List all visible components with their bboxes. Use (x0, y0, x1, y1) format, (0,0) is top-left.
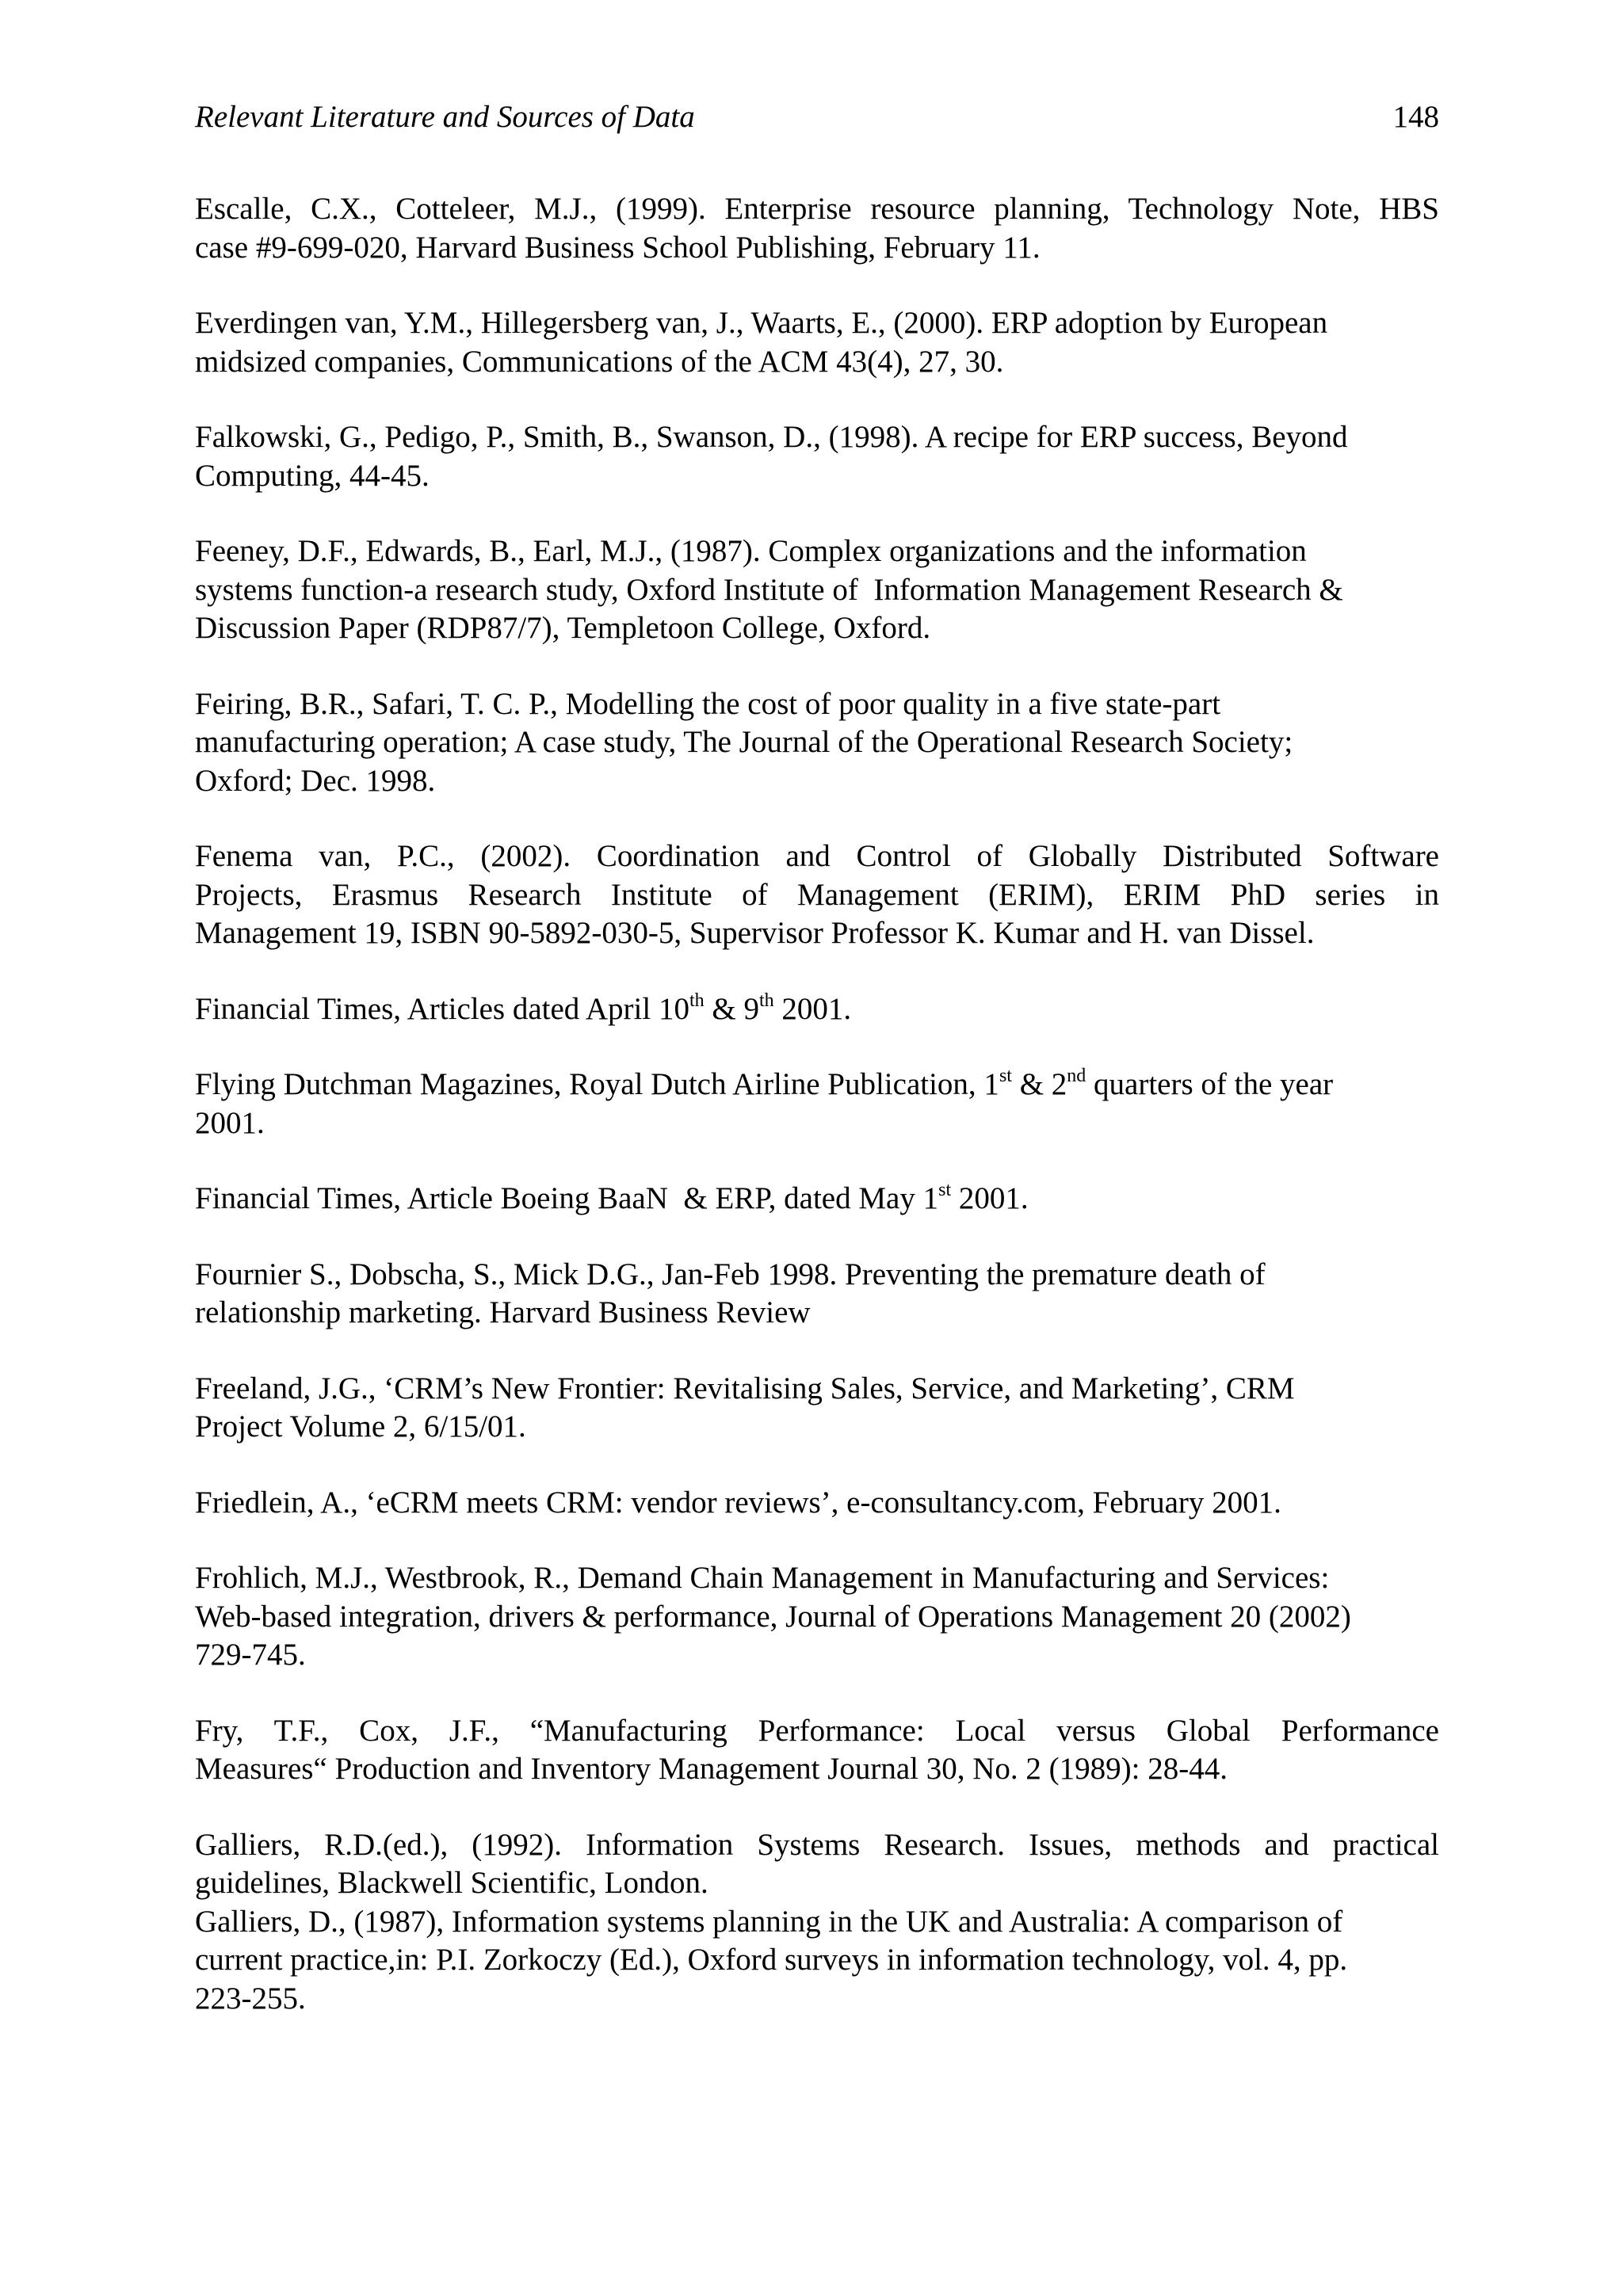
reference-line: 223-255. (195, 1981, 306, 2016)
reference-line: Frohlich, M.J., Westbrook, R., Demand Chain Management in Manufacturing and Services: (195, 1561, 1330, 1595)
reference-line: Web-based integration, drivers & performance, Journal of Operations Management 20 (2002) (195, 1599, 1351, 1634)
reference-entry (195, 837, 1439, 953)
reference-line: Feeney, D.F., Edwards, B., Earl, M.J., (1987). Complex organizations and the information (195, 534, 1307, 568)
reference-line: Measures“ Production and Inventory Management Journal 30, No. 2 (1989): 28-44. (195, 1752, 1228, 1786)
reference-line: Everdingen van, Y.M., Hillegersberg van, J., Waarts, E., (2000). ERP adoption by European (195, 306, 1328, 340)
entry-spacer (195, 1447, 1439, 1484)
reference-line: manufacturing operation; A case study, The Journal of the Operational Research Society; (195, 725, 1293, 759)
reference-list (195, 190, 1439, 2018)
reference-entry (195, 1370, 1439, 1447)
reference-line: Oxford; Dec. 1998. (195, 763, 436, 798)
reference-line: Computing, 44-45. (195, 458, 430, 493)
reference-entry (195, 1903, 1439, 2019)
reference-entry (195, 1712, 1439, 1789)
reference-line: Project Volume 2, 6/15/01. (195, 1409, 526, 1444)
reference-line: Freeland, J.G., ‘CRM’s New Frontier: Revitalising Sales, Service, and Marketing’, CRM (195, 1371, 1295, 1405)
reference-entry (195, 685, 1439, 801)
entry-spacer (195, 648, 1439, 685)
reference-line: systems function-a research study, Oxford Institute of Information Management Research & (195, 572, 1343, 607)
entry-spacer (195, 1675, 1439, 1712)
entry-spacer (195, 1028, 1439, 1066)
reference-line: Escalle, C.X., Cotteleer, M.J., (1999). Enterprise resource planning, Technology Note, HBS (195, 192, 1439, 226)
reference-entry (195, 304, 1439, 381)
reference-entry (195, 1826, 1439, 1903)
reference-line: midsized companies, Communications of the ACM 43(4), 27, 30. (195, 344, 1004, 379)
reference-line: Fournier S., Dobscha, S., Mick D.G., Jan-Feb 1998. Preventing the premature death of (195, 1257, 1266, 1291)
reference-line: Galliers, D., (1987), Information systems planning in the UK and Australia: A comparison of (195, 1904, 1343, 1939)
reference-entry (195, 418, 1439, 495)
reference-line: Financial Times, Articles dated April 10th & 9th 2001. (195, 990, 852, 1026)
entry-spacer (195, 1219, 1439, 1256)
reference-entry (195, 1559, 1439, 1675)
reference-line: relationship marketing. Harvard Business Review (195, 1295, 811, 1329)
reference-line: Fenema van, P.C., (2002). Coordination and Control of Globally Distributed Software (195, 839, 1439, 873)
entry-spacer (195, 1333, 1439, 1370)
entry-spacer (195, 495, 1439, 532)
reference-entry (195, 532, 1439, 648)
reference-line: Galliers, R.D.(ed.), (1992). Information Systems Research. Issues, methods and practical (195, 1827, 1439, 1862)
reference-entry (195, 990, 1439, 1029)
reference-line: 2001. (195, 1105, 265, 1140)
entry-spacer (195, 1142, 1439, 1180)
reference-line: Flying Dutchman Magazines, Royal Dutch Airline Publication, 1st & 2nd quarters of the year (195, 1066, 1334, 1101)
reference-entry (195, 1180, 1439, 1219)
entry-spacer (195, 381, 1439, 418)
reference-line: Discussion Paper (RDP87/7), Templetoon College, Oxford. (195, 611, 931, 645)
entry-spacer (195, 953, 1439, 990)
running-title: Relevant Literature and Sources of Data (195, 100, 695, 134)
reference-entry (195, 1484, 1439, 1523)
reference-entry (195, 1066, 1439, 1142)
reference-line: Falkowski, G., Pedigo, P., Smith, B., Swanson, D., (1998). A recipe for ERP success, Beyond (195, 420, 1348, 454)
reference-line: Management 19, ISBN 90-5892-030-5, Supervisor Professor K. Kumar and H. van Dissel. (195, 916, 1315, 950)
reference-line: Fry, T.F., Cox, J.F., “Manufacturing Performance: Local versus Global Performance (195, 1713, 1439, 1748)
reference-line: Friedlein, A., ‘eCRM meets CRM: vendor reviews’, e-consultancy.com, February 2001. (195, 1485, 1281, 1520)
reference-entry (195, 1256, 1439, 1333)
entry-spacer (195, 800, 1439, 837)
entry-spacer (195, 1522, 1439, 1559)
entry-spacer (195, 1789, 1439, 1826)
entry-spacer (195, 267, 1439, 304)
reference-entry (195, 190, 1439, 267)
page-number: 148 (1392, 100, 1439, 134)
reference-line: Feiring, B.R., Safari, T. C. P., Modelling the cost of poor quality in a five state-part (195, 686, 1221, 721)
reference-line: guidelines, Blackwell Scientific, London. (195, 1866, 708, 1900)
page-header (195, 93, 1439, 141)
reference-line: current practice,in: P.I. Zorkoczy (Ed.), Oxford surveys in information technology, vol. 4, pp. (195, 1943, 1348, 1977)
reference-line: Projects, Erasmus Research Institute of Management (ERIM), ERIM PhD series in (195, 877, 1439, 912)
reference-line: case #9-699-020, Harvard Business School Publishing, February 11. (195, 230, 1041, 265)
reference-line: Financial Times, Article Boeing BaaN & ERP, dated May 1st 2001. (195, 1180, 1029, 1215)
reference-line: 729-745. (195, 1638, 306, 1672)
